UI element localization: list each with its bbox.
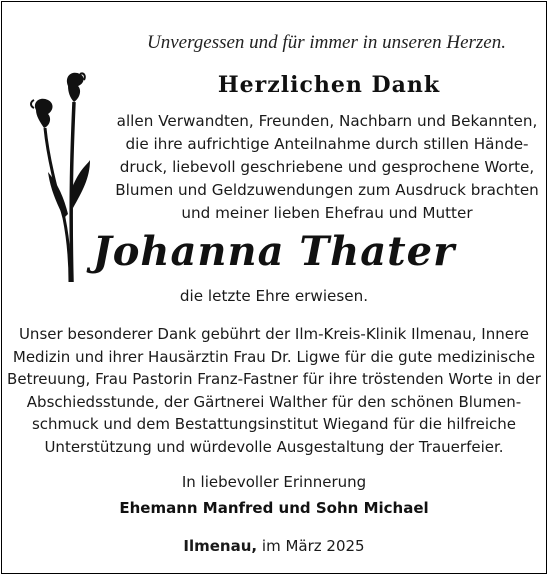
acknowledgement-line: Abschiedsstunde, der Gärtnerei Walther für den schönen Blumen- [26,392,522,411]
acknowledgement-line: Unterstützung und würdevolle Ausgestaltung der Trauerfeier. [44,437,504,456]
intro-line: die ihre aufrichtige Anteilnahme durch stillen Hände- [125,135,529,153]
acknowledgement-line: Unser besonderer Dank gebührt der Ilm-Kreis-Klinik Ilmenau, Innere [18,325,530,343]
acknowledgement-line: schmuck und dem Bestattungsinstitut Wiegand für die hilfreiche [31,415,517,434]
honor-line: die letzte Ehre erwiesen. [179,287,369,305]
intro-line: und meiner lieben Ehefrau und Mutter [181,204,473,222]
thanks-title: Herzlichen Dank [217,72,441,98]
intro-line: allen Verwandten, Freunden, Nachbarn und Bekannten, [116,112,538,130]
place-date [2,537,546,555]
deceased-name: Johanna Thater [92,228,456,275]
acknowledgement-line: Betreuung, Frau Pastorin Franz-Fastner für ihre tröstenden Worte in der [7,370,541,389]
intro-paragraph [112,110,542,225]
motto: Unvergessen und für immer in unseren Herzen. [146,32,506,53]
acknowledgement-paragraph [6,323,542,459]
obituary-notice [1,1,547,574]
closing-phrase: In liebevoller Erinnerung [181,473,367,491]
intro-line: Blumen und Geldzuwendungen zum Ausdruck brachten [115,181,539,199]
place: Ilmenau, [183,537,258,555]
signers: Ehemann Manfred und Sohn Michael [119,499,429,517]
intro-line: druck, liebevoll geschriebene und gesprochene Worte, [119,158,535,176]
date: im März 2025 [261,537,365,555]
acknowledgement-line: Medizin und ihrer Hausärztin Frau Dr. Ligwe für die gute medizinische [12,347,536,366]
